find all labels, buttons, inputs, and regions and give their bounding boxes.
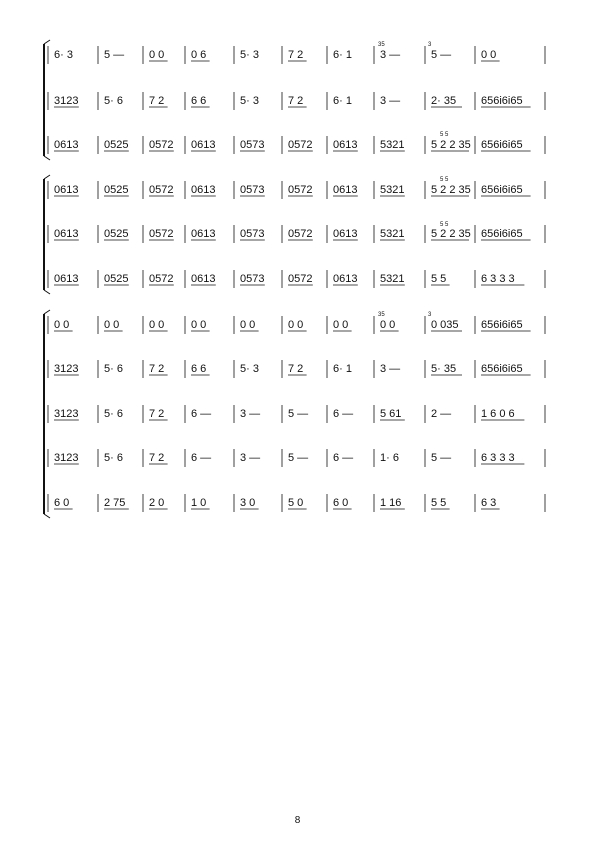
measure-notes: 5· 3: [240, 95, 259, 107]
measure-notes: 7 2: [149, 95, 165, 107]
measure-notes: 6· 1: [333, 95, 352, 107]
measure-notes: 3 0: [240, 497, 256, 509]
measure-notes: 0525: [104, 273, 129, 285]
measure-notes: 5 —: [288, 452, 309, 464]
measure-notes: 0 0: [54, 319, 70, 331]
measure-notes: 7 2: [288, 95, 304, 107]
measure-notes: 0572: [288, 184, 313, 196]
measure-notes: 3123: [54, 95, 79, 107]
measure-notes: 5· 35: [431, 363, 457, 375]
measure-notes: 6 3: [481, 497, 497, 509]
measure-notes: 5321: [380, 228, 405, 240]
measure-notes: 6 —: [333, 452, 354, 464]
measure-notes: 0613: [333, 228, 358, 240]
measure-notes: 0613: [54, 228, 79, 240]
grace-note: 35: [378, 312, 385, 318]
measure-notes: 0572: [288, 139, 313, 151]
measure-notes: 0 0: [288, 319, 304, 331]
measure-notes: 6 —: [191, 452, 212, 464]
measure-notes: 6 —: [333, 408, 354, 420]
grace-note: 3: [428, 42, 432, 48]
measure-notes: 7 2: [288, 49, 304, 61]
measure-notes: 3 —: [380, 363, 401, 375]
measure-notes: 6 0: [333, 497, 349, 509]
measure-notes: 1 0: [191, 497, 207, 509]
measure-notes: 0573: [240, 273, 265, 285]
measure-notes: 0 6: [191, 49, 207, 61]
measure-notes: 656i6i65: [481, 184, 523, 196]
measure-notes: 6 0: [54, 497, 70, 509]
measure-notes: 656i6i65: [481, 95, 523, 107]
measure-notes: 3123: [54, 452, 79, 464]
system-bracket-bottom: [44, 156, 50, 160]
measure-notes: 6· 3: [54, 49, 73, 61]
measure-notes: 5· 6: [104, 408, 123, 420]
measure-notes: 5 —: [104, 49, 125, 61]
measure-notes: 0572: [149, 139, 174, 151]
measure-notes: 6 3 3 3: [481, 273, 515, 285]
measure-notes: 0 0: [333, 319, 349, 331]
measure-notes: 3123: [54, 408, 79, 420]
measure-notes: 5· 6: [104, 95, 123, 107]
grace-note: 3: [428, 312, 432, 318]
measure-notes: 6 6: [191, 95, 207, 107]
measure-notes: 0572: [288, 273, 313, 285]
measure-notes: 0525: [104, 184, 129, 196]
measure-notes: 3 —: [240, 408, 261, 420]
measure-notes: 6· 1: [333, 363, 352, 375]
measure-notes: 7 2: [288, 363, 304, 375]
measure-notes: 0 0: [240, 319, 256, 331]
measure-notes: 5 61: [380, 408, 402, 420]
measure-notes: 5321: [380, 184, 405, 196]
grace-note: 5 5: [440, 177, 449, 183]
measure-notes: 0572: [288, 228, 313, 240]
measure-notes: 5 0: [288, 497, 304, 509]
measure-notes: 5 —: [288, 408, 309, 420]
measure-notes: 6 —: [191, 408, 212, 420]
measure-notes: 3 —: [240, 452, 261, 464]
measure-notes: 2 —: [431, 408, 452, 420]
page-number: 8: [294, 815, 301, 826]
measure-notes: 0 035: [431, 319, 459, 331]
measure-notes: 1· 6: [380, 452, 399, 464]
measure-notes: 5· 3: [240, 49, 259, 61]
measure-notes: 5 2 2 35: [431, 139, 471, 151]
measure-notes: 0613: [191, 228, 216, 240]
measure-notes: 5 —: [431, 49, 452, 61]
measure-notes: 656i6i65: [481, 228, 523, 240]
measure-notes: 3 —: [380, 95, 401, 107]
measure-notes: 2 0: [149, 497, 165, 509]
measure-notes: 6· 1: [333, 49, 352, 61]
measure-notes: 0 0: [191, 319, 207, 331]
measure-notes: 0572: [149, 228, 174, 240]
measure-notes: 1 6 0 6: [481, 408, 515, 420]
measure-notes: 0 0: [149, 49, 165, 61]
grace-note: 5 5: [440, 132, 449, 138]
measure-notes: 5321: [380, 139, 405, 151]
measure-notes: 7 2: [149, 452, 165, 464]
measure-notes: 0613: [54, 184, 79, 196]
measure-notes: 0 0: [481, 49, 497, 61]
measure-notes: 0613: [191, 139, 216, 151]
measure-notes: 5· 6: [104, 363, 123, 375]
measure-notes: 0613: [191, 184, 216, 196]
measure-notes: 0613: [54, 273, 79, 285]
measure-notes: 3123: [54, 363, 79, 375]
measure-notes: 7 2: [149, 408, 165, 420]
measure-notes: 5 2 2 35: [431, 228, 471, 240]
measure-notes: 1 16: [380, 497, 402, 509]
measure-notes: 0525: [104, 139, 129, 151]
measure-notes: 2· 35: [431, 95, 457, 107]
measure-notes: 5 —: [431, 452, 452, 464]
measure-notes: 6 3 3 3: [481, 452, 515, 464]
measure-notes: 0573: [240, 139, 265, 151]
system-bracket-top: [44, 310, 50, 314]
system-bracket-bottom: [44, 514, 50, 518]
measure-notes: 0613: [333, 184, 358, 196]
grace-note: 5 5: [440, 222, 449, 228]
measure-notes: 0 0: [380, 319, 396, 331]
measure-notes: 0613: [333, 139, 358, 151]
measure-notes: 656i6i65: [481, 139, 523, 151]
measure-notes: 5· 3: [240, 363, 259, 375]
measure-notes: 5321: [380, 273, 405, 285]
system-bracket-top: [44, 40, 50, 44]
measure-notes: 0 0: [149, 319, 165, 331]
measure-notes: 5· 6: [104, 452, 123, 464]
measure-notes: 0573: [240, 228, 265, 240]
measure-notes: 0572: [149, 273, 174, 285]
measure-notes: 0613: [333, 273, 358, 285]
measure-notes: 2 75: [104, 497, 126, 509]
measure-notes: 0573: [240, 184, 265, 196]
measure-notes: 0572: [149, 184, 174, 196]
system-bracket-bottom: [44, 290, 50, 294]
measure-notes: 5 2 2 35: [431, 184, 471, 196]
grace-note: 35: [378, 42, 385, 48]
measure-notes: 0525: [104, 228, 129, 240]
measure-notes: 5 5: [431, 273, 447, 285]
measure-notes: 0613: [191, 273, 216, 285]
measure-notes: 656i6i65: [481, 363, 523, 375]
measure-notes: 0613: [54, 139, 79, 151]
measure-notes: 6 6: [191, 363, 207, 375]
measure-notes: 0 0: [104, 319, 120, 331]
system-bracket-top: [44, 175, 50, 179]
measure-notes: 7 2: [149, 363, 165, 375]
measure-notes: 5 5: [431, 497, 447, 509]
measure-notes: 3 —: [380, 49, 401, 61]
measure-notes: 656i6i65: [481, 319, 523, 331]
